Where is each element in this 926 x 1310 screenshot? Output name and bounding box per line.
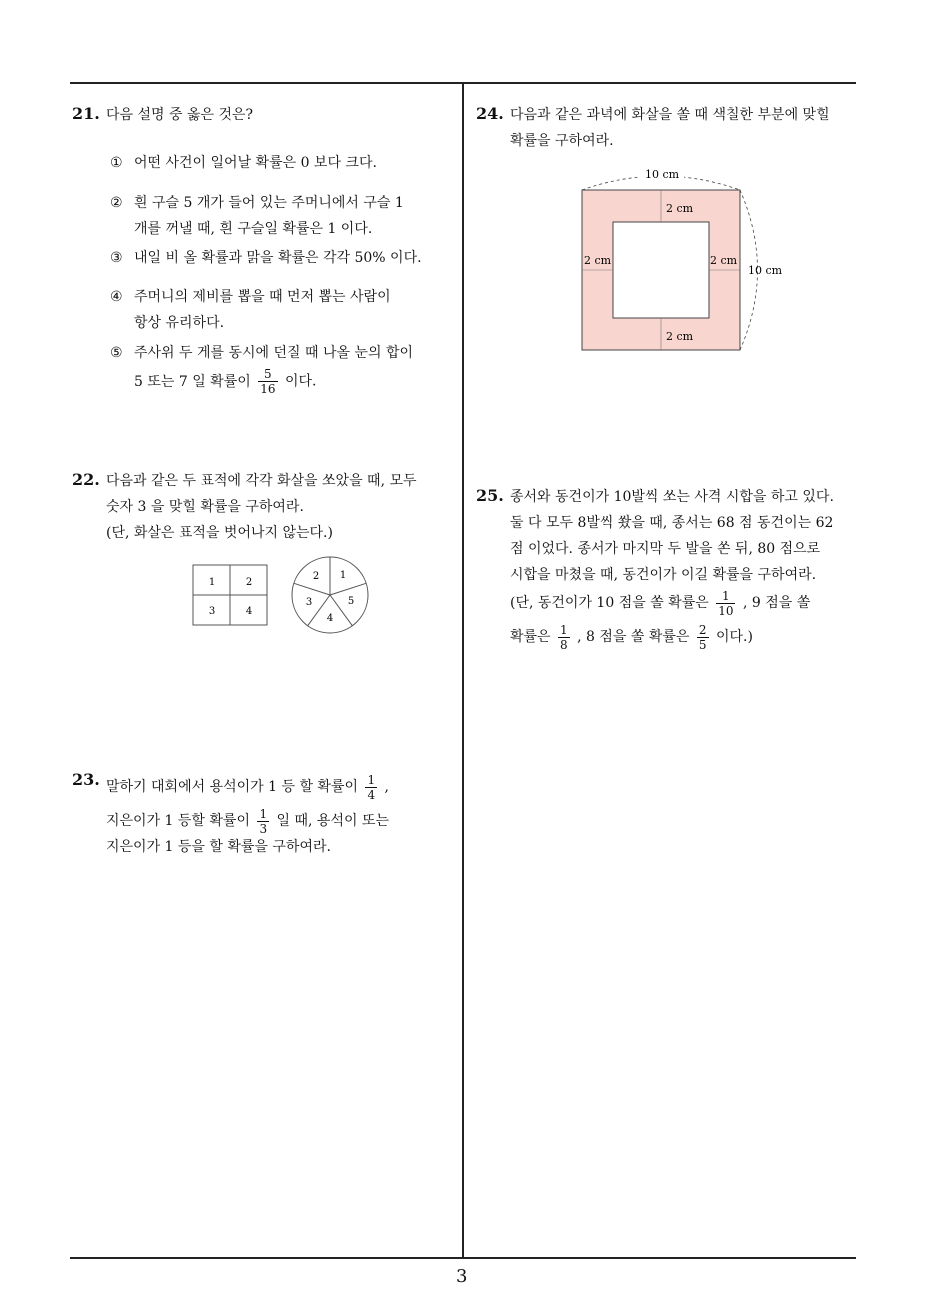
fraction-numerator: 5: [258, 367, 277, 382]
q23-text: 지은이가 1 등할 확률이: [106, 813, 250, 829]
option-text: 흰 구슬 5 개가 들어 있는 주머니에서 구슬 1: [134, 195, 404, 211]
q21-option-1: [110, 150, 377, 176]
option-text: 주머니의 제비를 뽑을 때 먼저 뽑는 사람이: [134, 289, 391, 305]
fraction: [697, 623, 709, 652]
fraction-numerator: 1: [259, 806, 268, 821]
q25-text: 이다.): [715, 629, 753, 645]
q24-line-2: 확률을 구하여라.: [510, 133, 614, 149]
circle-label-2: 2: [312, 571, 320, 582]
q21-option-5: [110, 339, 413, 396]
q23-line-1: [106, 770, 389, 804]
page-number: 3: [456, 1266, 468, 1287]
outer-square: [582, 190, 740, 350]
fraction: [258, 367, 277, 396]
option-mark: ②: [110, 195, 123, 211]
q21-option-2: [110, 190, 404, 242]
q25-line-4: 시합을 마쳤을 때, 동건이가 이길 확률을 구하여라.: [510, 567, 817, 583]
label-inner-right: 2 cm: [710, 254, 738, 267]
fraction: [558, 623, 570, 652]
fraction: [365, 773, 377, 802]
q23-line-2: [106, 804, 389, 838]
option-text: 주사위 두 게를 동시에 던질 때 나올 눈의 합이: [134, 345, 414, 361]
q21-option-4: [110, 284, 391, 336]
q24-number: 24.: [476, 104, 504, 123]
option-mark: ①: [110, 155, 123, 171]
q25-text: (단, 동건이가 10 점을 쏠 확률은: [510, 595, 709, 611]
circle-target: [292, 557, 368, 633]
q21-number: 21.: [72, 104, 100, 123]
q23-text: 일 때, 용석이 또는: [276, 813, 389, 829]
option-text: 어떤 사건이 일어날 확률은 0 보다 크다.: [134, 155, 377, 171]
option-text: 이다.: [284, 373, 317, 390]
q24-line-1: 다음과 같은 과녁에 화살을 쏠 때 색칠한 부분에 맞힐: [510, 107, 830, 123]
q22-targets: [185, 555, 385, 635]
label-inner-left: 2 cm: [584, 254, 612, 267]
q21-prompt: 다음 설명 중 옳은 것은?: [106, 107, 254, 123]
fraction-denominator: 16: [260, 382, 276, 396]
q23-text: ,: [384, 779, 389, 795]
fraction-denominator: 5: [698, 637, 707, 652]
q25-line-3: 점 이었다. 종서가 마지막 두 발을 쏜 뒤, 80 점으로: [510, 541, 821, 557]
option-text: 항상 유리하다.: [134, 315, 225, 331]
q23-number: 23.: [72, 770, 100, 789]
fraction: [257, 807, 269, 836]
option-mark: ④: [110, 289, 123, 305]
fraction-denominator: 3: [259, 821, 268, 836]
option-text: 5 또는 7 일 확률이: [134, 373, 251, 390]
option-text: 개를 꺼낼 때, 흰 구슬일 확률은 1 이다.: [134, 221, 373, 237]
fraction-numerator: 1: [560, 622, 568, 637]
fraction-denominator: 10: [718, 603, 734, 618]
column-divider: [462, 82, 464, 1258]
circle-label-1: 1: [339, 570, 347, 581]
fraction-numerator: 1: [367, 772, 376, 787]
q22-number: 22.: [72, 470, 100, 489]
circle-label-3: 3: [305, 597, 313, 608]
square-label-4: 4: [245, 606, 253, 617]
q25-line-6: [510, 620, 753, 654]
square-label-1: 1: [208, 577, 216, 588]
q22-line-3: (단, 화살은 표적을 벗어나지 않는다.): [106, 525, 333, 541]
option-mark: ⑤: [110, 345, 123, 361]
label-inner-top: 2 cm: [666, 202, 694, 215]
fraction: [716, 589, 735, 618]
fraction-denominator: 4: [367, 787, 376, 802]
q25-line-1: 종서와 동건이가 10발씩 쏘는 사격 시합을 하고 있다.: [510, 489, 834, 505]
q25-text: , 8 점을 쏠 확률은: [577, 629, 690, 645]
q25-number: 25.: [476, 486, 504, 505]
q22-line-1: 다음과 같은 두 표적에 각각 화살을 쏘았을 때, 모두: [106, 473, 417, 489]
q25-text: 확률은: [510, 629, 551, 645]
circle-label-5: 5: [347, 596, 355, 607]
square-label-3: 3: [208, 606, 216, 617]
fraction-denominator: 8: [560, 637, 568, 652]
q25-text: , 9 점을 쏠: [742, 595, 811, 611]
label-right-10cm: 10 cm: [748, 264, 783, 277]
square-label-2: 2: [245, 577, 253, 588]
fraction-numerator: 1: [716, 589, 735, 604]
option-mark: ③: [110, 250, 123, 266]
q25-line-2: 둘 다 모두 8발씩 쐈을 때, 종서는 68 점 동건이는 62: [510, 515, 834, 531]
label-inner-bottom: 2 cm: [666, 330, 694, 343]
square-target: [193, 565, 267, 625]
q22-line-2: 숫자 3 을 맞힐 확률을 구하여라.: [106, 499, 304, 515]
q23-text: 말하기 대회에서 용석이가 1 등 할 확률이: [106, 779, 358, 795]
bottom-rule: [70, 1257, 856, 1259]
q23-line-3: 지은이가 1 등을 할 확률을 구하여라.: [106, 839, 331, 855]
circle-label-4: 4: [326, 613, 334, 624]
option-text: 내일 비 올 확률과 맑을 확률은 각각 50% 이다.: [134, 250, 422, 266]
fraction-numerator: 2: [698, 622, 707, 637]
q24-target-diagram: [570, 160, 800, 360]
q25-line-5: [510, 586, 810, 620]
label-top-10cm: 10 cm: [644, 168, 680, 181]
q21-option-3: [110, 245, 422, 271]
